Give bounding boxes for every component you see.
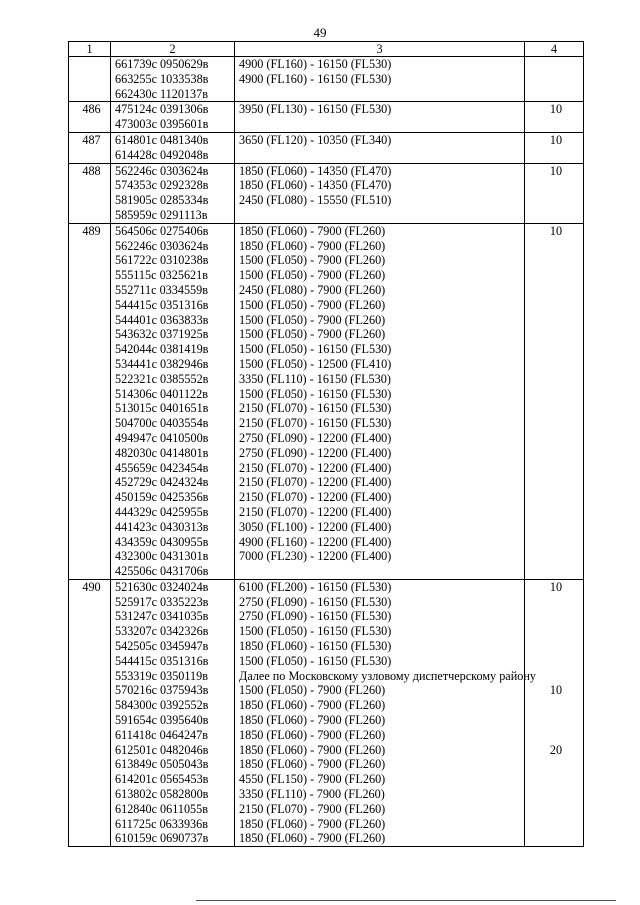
width-cell [525, 357, 584, 372]
coordinate-cell: 544401с 0363833в [111, 313, 235, 328]
table-row [69, 208, 584, 223]
route-number-cell [69, 757, 111, 772]
table-row [69, 579, 584, 594]
altitude-range-cell: 2750 (FL090) - 12200 (FL400) [235, 446, 525, 461]
width-cell [525, 461, 584, 476]
altitude-range-cell: 2150 (FL070) - 12200 (FL400) [235, 490, 525, 505]
width-cell [525, 342, 584, 357]
route-number-cell [69, 639, 111, 654]
coordinate-cell: 432300с 0431301в [111, 549, 235, 564]
coordinate-cell: 552711с 0334559в [111, 283, 235, 298]
route-number-cell [69, 595, 111, 610]
width-cell [525, 802, 584, 817]
route-number-cell: 486 [69, 102, 111, 117]
width-cell: 10 [525, 579, 584, 594]
route-number-cell [69, 787, 111, 802]
width-cell [525, 728, 584, 743]
altitude-range-cell: 2450 (FL080) - 15550 (FL510) [235, 193, 525, 208]
table-row [69, 72, 584, 87]
table-row [69, 342, 584, 357]
route-number-cell: 489 [69, 223, 111, 238]
table-row [69, 117, 584, 132]
route-number-cell [69, 609, 111, 624]
route-number-cell [69, 327, 111, 342]
coordinate-cell: 570216с 0375943в [111, 683, 235, 698]
table-row [69, 520, 584, 535]
table-row [69, 283, 584, 298]
altitude-range-cell: 1500 (FL050) - 7900 (FL260) [235, 327, 525, 342]
table-row [69, 102, 584, 117]
width-cell [525, 505, 584, 520]
coordinate-cell: 585959с 0291113в [111, 208, 235, 223]
coordinate-cell: 584300с 0392552в [111, 698, 235, 713]
altitude-range-cell: 1850 (FL060) - 14350 (FL470) [235, 163, 525, 178]
altitude-range-cell: 1850 (FL060) - 7900 (FL260) [235, 817, 525, 832]
coordinate-cell: 561722с 0310238в [111, 253, 235, 268]
altitude-range-cell: 1500 (FL050) - 7900 (FL260) [235, 683, 525, 698]
width-cell [525, 817, 584, 832]
coordinate-cell: 473003с 0395601в [111, 117, 235, 132]
table-row [69, 654, 584, 669]
width-cell [525, 57, 584, 72]
table-row [69, 461, 584, 476]
coordinate-cell: 542044с 0381419в [111, 342, 235, 357]
table-row [69, 549, 584, 564]
width-cell [525, 148, 584, 163]
coordinate-cell: 542505с 0345947в [111, 639, 235, 654]
altitude-range-cell: 1850 (FL060) - 7900 (FL260) [235, 698, 525, 713]
table-row [69, 253, 584, 268]
table-row [69, 178, 584, 193]
route-number-cell [69, 268, 111, 283]
width-cell [525, 787, 584, 802]
altitude-range-cell: 1850 (FL060) - 7900 (FL260) [235, 757, 525, 772]
coordinate-cell: 521630с 0324024в [111, 579, 235, 594]
route-number-cell [69, 490, 111, 505]
width-cell [525, 698, 584, 713]
table-row [69, 757, 584, 772]
route-number-cell [69, 743, 111, 758]
route-number-cell [69, 87, 111, 102]
width-cell [525, 387, 584, 402]
altitude-range-cell: 2750 (FL090) - 16150 (FL530) [235, 595, 525, 610]
route-number-cell [69, 431, 111, 446]
width-cell [525, 401, 584, 416]
altitude-range-cell: 1500 (FL050) - 7900 (FL260) [235, 253, 525, 268]
table-row [69, 431, 584, 446]
coordinate-cell: 450159с 0425356в [111, 490, 235, 505]
table-row [69, 639, 584, 654]
table-row [69, 595, 584, 610]
coordinate-cell: 513015с 0401651в [111, 401, 235, 416]
coordinate-cell: 441423с 0430313в [111, 520, 235, 535]
coordinate-cell: 452729с 0424324в [111, 475, 235, 490]
table-row [69, 87, 584, 102]
table-row [69, 313, 584, 328]
coordinate-cell: 425506с 0431706в [111, 564, 235, 579]
altitude-range-cell: 2150 (FL070) - 12200 (FL400) [235, 505, 525, 520]
width-cell [525, 327, 584, 342]
width-cell [525, 239, 584, 254]
coordinate-cell: 444329с 0425955в [111, 505, 235, 520]
route-number-cell [69, 193, 111, 208]
header-row [69, 42, 584, 57]
table-row [69, 57, 584, 72]
table-row [69, 535, 584, 550]
route-group [69, 223, 584, 579]
width-cell: 10 [525, 102, 584, 117]
width-cell [525, 87, 584, 102]
route-number-cell [69, 831, 111, 846]
altitude-range-cell: 3950 (FL130) - 16150 (FL530) [235, 102, 525, 117]
table-row [69, 609, 584, 624]
route-number-cell: 488 [69, 163, 111, 178]
route-number-cell [69, 401, 111, 416]
altitude-range-cell: 3350 (FL110) - 7900 (FL260) [235, 787, 525, 802]
coordinate-cell: 494947с 0410500в [111, 431, 235, 446]
table-row [69, 148, 584, 163]
table-row [69, 490, 584, 505]
altitude-range-cell: 1500 (FL050) - 16150 (FL530) [235, 342, 525, 357]
width-cell [525, 520, 584, 535]
table-row [69, 564, 584, 579]
coordinate-cell: 434359с 0430955в [111, 535, 235, 550]
header-col-1: 1 [69, 42, 111, 57]
route-number-cell [69, 817, 111, 832]
altitude-range-cell: 2750 (FL090) - 16150 (FL530) [235, 609, 525, 624]
coordinate-cell: 612840с 0611055в [111, 802, 235, 817]
width-cell [525, 313, 584, 328]
route-number-cell [69, 283, 111, 298]
coordinate-cell: 553319с 0350119в [111, 669, 235, 684]
width-cell [525, 639, 584, 654]
route-number-cell [69, 117, 111, 132]
route-number-cell [69, 772, 111, 787]
width-cell [525, 535, 584, 550]
coordinate-cell: 610159с 0690737в [111, 831, 235, 846]
coordinate-cell: 544415с 0351316в [111, 298, 235, 313]
coordinate-cell: 564506с 0275406в [111, 223, 235, 238]
table-row [69, 401, 584, 416]
altitude-range-cell: 2150 (FL070) - 12200 (FL400) [235, 461, 525, 476]
table-row [69, 239, 584, 254]
route-number-cell [69, 239, 111, 254]
table-row [69, 372, 584, 387]
route-number-cell [69, 72, 111, 87]
table-row [69, 268, 584, 283]
table-row [69, 713, 584, 728]
coordinate-cell: 514306с 0401122в [111, 387, 235, 402]
width-cell: 20 [525, 743, 584, 758]
route-number-cell [69, 802, 111, 817]
route-number-cell [69, 535, 111, 550]
width-cell [525, 208, 584, 223]
route-group [69, 163, 584, 223]
width-cell [525, 772, 584, 787]
altitude-range-cell: 1850 (FL060) - 7900 (FL260) [235, 713, 525, 728]
coordinate-cell: 555115с 0325621в [111, 268, 235, 283]
route-number-cell [69, 475, 111, 490]
table-row [69, 163, 584, 178]
route-number-cell: 487 [69, 132, 111, 147]
route-number-cell [69, 564, 111, 579]
table-row [69, 698, 584, 713]
table-row [69, 446, 584, 461]
altitude-range-cell: 3050 (FL100) - 12200 (FL400) [235, 520, 525, 535]
altitude-range-cell: 2450 (FL080) - 7900 (FL260) [235, 283, 525, 298]
route-number-cell [69, 669, 111, 684]
altitude-range-cell [235, 87, 525, 102]
width-cell: 10 [525, 163, 584, 178]
altitude-range-cell: 3650 (FL120) - 10350 (FL340) [235, 132, 525, 147]
coordinate-cell: 522321с 0385552в [111, 372, 235, 387]
width-cell [525, 193, 584, 208]
altitude-range-cell: 7000 (FL230) - 12200 (FL400) [235, 549, 525, 564]
width-cell: 10 [525, 132, 584, 147]
altitude-range-cell: 1500 (FL050) - 12500 (FL410) [235, 357, 525, 372]
route-group [69, 132, 584, 163]
coordinate-cell: 662430с 1120137в [111, 87, 235, 102]
coordinate-cell: 614201с 0565453в [111, 772, 235, 787]
table-header [69, 42, 584, 57]
altitude-range-cell [235, 564, 525, 579]
route-group [69, 102, 584, 133]
table-row [69, 683, 584, 698]
altitude-range-cell: 1850 (FL060) - 7900 (FL260) [235, 831, 525, 846]
route-number-cell [69, 372, 111, 387]
altitude-range-cell: 1850 (FL060) - 14350 (FL470) [235, 178, 525, 193]
altitude-range-cell: 6100 (FL200) - 16150 (FL530) [235, 579, 525, 594]
table-row [69, 223, 584, 238]
altitude-range-cell: 1500 (FL050) - 7900 (FL260) [235, 313, 525, 328]
altitude-range-cell [235, 208, 525, 223]
page-number: 49 [313, 25, 327, 40]
width-cell [525, 713, 584, 728]
altitude-range-cell: 2150 (FL070) - 7900 (FL260) [235, 802, 525, 817]
coordinate-cell: 525917с 0335223в [111, 595, 235, 610]
route-number-cell [69, 728, 111, 743]
width-cell: 10 [525, 683, 584, 698]
table-row [69, 831, 584, 846]
width-cell [525, 831, 584, 846]
width-cell [525, 549, 584, 564]
coordinate-cell: 475124с 0391306в [111, 102, 235, 117]
route-number-cell [69, 208, 111, 223]
route-number-cell [69, 624, 111, 639]
altitude-range-cell: 4900 (FL160) - 16150 (FL530) [235, 57, 525, 72]
route-number-cell [69, 654, 111, 669]
table-row [69, 416, 584, 431]
altitude-range-cell: 1850 (FL060) - 16150 (FL530) [235, 639, 525, 654]
airspace-table [68, 41, 584, 847]
route-number-cell [69, 57, 111, 72]
table-row [69, 357, 584, 372]
route-number-cell [69, 357, 111, 372]
route-number-cell [69, 178, 111, 193]
header-col-3: 3 [235, 42, 525, 57]
route-number-cell [69, 549, 111, 564]
altitude-range-cell: 1850 (FL060) - 7900 (FL260) [235, 223, 525, 238]
route-number-cell [69, 698, 111, 713]
coordinate-cell: 534441с 0382946в [111, 357, 235, 372]
altitude-range-cell: 1500 (FL050) - 16150 (FL530) [235, 387, 525, 402]
altitude-range-cell: 1500 (FL050) - 7900 (FL260) [235, 298, 525, 313]
width-cell [525, 283, 584, 298]
coordinate-cell: 504700с 0403554в [111, 416, 235, 431]
coordinate-cell: 562246с 0303624в [111, 163, 235, 178]
width-cell [525, 609, 584, 624]
route-number-cell [69, 683, 111, 698]
width-cell [525, 253, 584, 268]
route-number-cell [69, 313, 111, 328]
table-row [69, 802, 584, 817]
width-cell [525, 431, 584, 446]
width-cell [525, 595, 584, 610]
table-row [69, 327, 584, 342]
coordinate-cell: 581905с 0285334в [111, 193, 235, 208]
altitude-range-cell: 2150 (FL070) - 16150 (FL530) [235, 416, 525, 431]
coordinate-cell: 482030с 0414801в [111, 446, 235, 461]
route-number-cell [69, 298, 111, 313]
route-number-cell [69, 446, 111, 461]
altitude-range-cell: 2150 (FL070) - 16150 (FL530) [235, 401, 525, 416]
altitude-range-cell: 4900 (FL160) - 12200 (FL400) [235, 535, 525, 550]
altitude-range-cell: 4550 (FL150) - 7900 (FL260) [235, 772, 525, 787]
width-cell [525, 490, 584, 505]
coordinate-cell: 562246с 0303624в [111, 239, 235, 254]
width-cell [525, 72, 584, 87]
coordinate-cell: 614801с 0481340в [111, 132, 235, 147]
coordinate-cell: 574353с 0292328в [111, 178, 235, 193]
width-cell [525, 624, 584, 639]
route-number-cell: 490 [69, 579, 111, 594]
altitude-range-cell: 1850 (FL060) - 7900 (FL260) [235, 728, 525, 743]
route-number-cell [69, 713, 111, 728]
altitude-range-cell: 1500 (FL050) - 16150 (FL530) [235, 654, 525, 669]
width-cell [525, 446, 584, 461]
route-number-cell [69, 416, 111, 431]
altitude-range-cell: 2150 (FL070) - 12200 (FL400) [235, 475, 525, 490]
width-cell [525, 298, 584, 313]
width-cell [525, 416, 584, 431]
table-row [69, 624, 584, 639]
altitude-range-cell: 1850 (FL060) - 7900 (FL260) [235, 239, 525, 254]
coordinate-cell: 543632с 0371925в [111, 327, 235, 342]
altitude-range-cell: 2750 (FL090) - 12200 (FL400) [235, 431, 525, 446]
table-row [69, 817, 584, 832]
header-col-4: 4 [525, 42, 584, 57]
table-row [69, 669, 584, 684]
width-cell [525, 372, 584, 387]
coordinate-cell: 611418с 0464247в [111, 728, 235, 743]
width-cell [525, 268, 584, 283]
table-row [69, 772, 584, 787]
width-cell [525, 117, 584, 132]
altitude-range-cell: 1850 (FL060) - 7900 (FL260) [235, 743, 525, 758]
coordinate-cell: 544415с 0351316в [111, 654, 235, 669]
coordinate-cell: 613802с 0582800в [111, 787, 235, 802]
coordinate-cell: 663255с 1033538в [111, 72, 235, 87]
header-col-2: 2 [111, 42, 235, 57]
altitude-range-cell: 3350 (FL110) - 16150 (FL530) [235, 372, 525, 387]
altitude-range-cell: 1500 (FL050) - 16150 (FL530) [235, 624, 525, 639]
route-group [69, 579, 584, 846]
table-row [69, 132, 584, 147]
route-group [69, 57, 584, 102]
coordinate-cell: 531247с 0341035в [111, 609, 235, 624]
table-row [69, 193, 584, 208]
width-cell [525, 757, 584, 772]
coordinate-cell: 614428с 0492048в [111, 148, 235, 163]
coordinate-cell: 612501с 0482046в [111, 743, 235, 758]
page-bottom-rule [196, 900, 616, 901]
table-row [69, 728, 584, 743]
route-number-cell [69, 253, 111, 268]
table-row [69, 475, 584, 490]
width-cell [525, 564, 584, 579]
table-row [69, 743, 584, 758]
altitude-range-cell: 1500 (FL050) - 7900 (FL260) [235, 268, 525, 283]
table-row [69, 787, 584, 802]
route-number-cell [69, 505, 111, 520]
route-number-cell [69, 461, 111, 476]
width-cell [525, 178, 584, 193]
coordinate-cell: 613849с 0505043в [111, 757, 235, 772]
route-number-cell [69, 520, 111, 535]
width-cell: 10 [525, 223, 584, 238]
width-cell [525, 654, 584, 669]
table-row [69, 387, 584, 402]
altitude-range-cell [235, 117, 525, 132]
table-row [69, 298, 584, 313]
width-cell [525, 475, 584, 490]
route-number-cell [69, 387, 111, 402]
coordinate-cell: 533207с 0342326в [111, 624, 235, 639]
coordinate-cell: 455659с 0423454в [111, 461, 235, 476]
altitude-range-cell: 4900 (FL160) - 16150 (FL530) [235, 72, 525, 87]
coordinate-cell: 591654с 0395640в [111, 713, 235, 728]
coordinate-cell: 661739с 0950629в [111, 57, 235, 72]
altitude-range-cell [235, 148, 525, 163]
coordinate-cell: 611725с 0633936в [111, 817, 235, 832]
table-row [69, 505, 584, 520]
altitude-range-cell: Далее по Московскому узловому диспетчерскому району [235, 669, 525, 684]
route-number-cell [69, 148, 111, 163]
route-number-cell [69, 342, 111, 357]
